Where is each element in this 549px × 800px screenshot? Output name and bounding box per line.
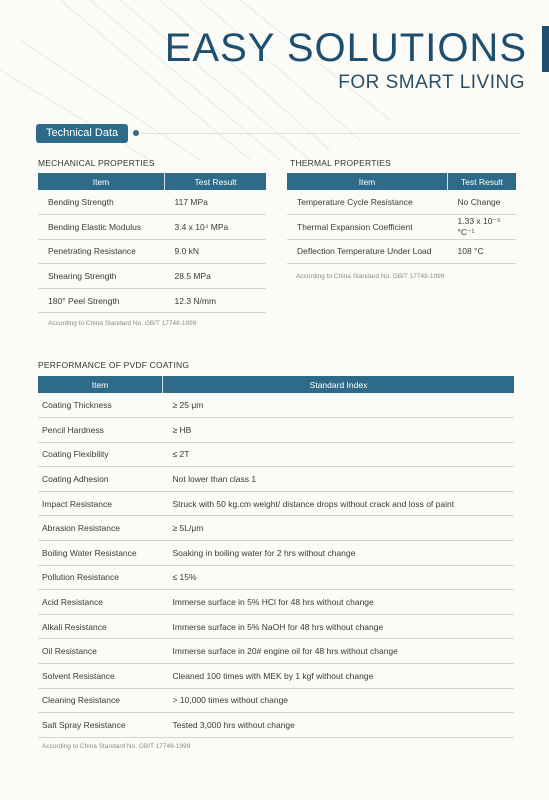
therm-header-item: Item (287, 173, 448, 190)
table-row (38, 190, 266, 215)
table-row (38, 288, 266, 313)
row-value: Cleaned 100 times with MEK by 1 kgf without change (163, 664, 515, 689)
row-item: Impact Resistance (38, 491, 163, 516)
row-item: Abrasion Resistance (38, 516, 163, 541)
row-value: 108 °C (448, 239, 517, 264)
row-item: Acid Resistance (38, 590, 163, 615)
table-row (38, 516, 514, 541)
row-value: 12.3 N/mm (165, 288, 267, 313)
row-item: Bending Elastic Modulus (38, 215, 165, 240)
table-row (287, 190, 516, 215)
thermal-title: THERMAL PROPERTIES (290, 158, 391, 168)
table-row (38, 442, 514, 467)
mechanical-note: According to China Standard No. GB/T 17748-1999 (48, 320, 197, 327)
row-item: Deflection Temperature Under Load (287, 239, 448, 264)
table-row (38, 639, 514, 664)
row-value: > 10,000 times without change (163, 688, 515, 713)
row-value: 117 MPa (165, 190, 267, 215)
row-item: Penetrating Resistance (38, 239, 165, 264)
row-item: Temperature Cycle Resistance (287, 190, 448, 215)
row-value: 1.33 x 10⁻⁵ °C⁻¹ (448, 215, 517, 240)
row-value: Immerse surface in 5% NaOH for 48 hrs without change (163, 614, 515, 639)
pvdf-header-index: Standard Index (163, 376, 515, 393)
row-value: 9.0 kN (165, 239, 267, 264)
table-row (38, 418, 514, 443)
row-item: Salt Spray Resistance (38, 713, 163, 738)
row-item: Cleaning Resistance (38, 688, 163, 713)
row-value: Struck with 50 kg.cm weight/ distance drops without crack and loss of paint (163, 491, 515, 516)
row-item: Coating Adhesion (38, 467, 163, 492)
table-row (38, 688, 514, 713)
row-value: ≥ HB (163, 418, 515, 443)
row-item: Thermal Expansion Coefficient (287, 215, 448, 240)
pvdf-note: According to China Standard No. GB/T 17748-1999 (42, 743, 191, 750)
table-row (38, 467, 514, 492)
row-value: Not lower than class 1 (163, 467, 515, 492)
table-row (38, 565, 514, 590)
edge-accent-bar (542, 26, 549, 72)
row-item: Solvent Resistance (38, 664, 163, 689)
pvdf-table (38, 376, 514, 738)
table-row (38, 491, 514, 516)
row-item: Bending Strength (38, 190, 165, 215)
row-item: Coating Flexibility (38, 442, 163, 467)
row-item: Boiling Water Resistance (38, 541, 163, 566)
row-item: 180° Peel Strength (38, 288, 165, 313)
row-item: Oil Resistance (38, 639, 163, 664)
table-row (38, 614, 514, 639)
mech-header-item: Item (38, 173, 165, 190)
mechanical-table (38, 173, 266, 313)
table-row (287, 239, 516, 264)
tag-divider (141, 133, 521, 134)
mechanical-title: MECHANICAL PROPERTIES (38, 158, 155, 168)
table-row (38, 239, 266, 264)
table-row (38, 541, 514, 566)
row-value: Soaking in boiling water for 2 hrs without change (163, 541, 515, 566)
table-row (38, 215, 266, 240)
table-row (38, 713, 514, 738)
row-item: Pollution Resistance (38, 565, 163, 590)
row-value: ≤ 15% (163, 565, 515, 590)
row-value: Immerse surface in 20# engine oil for 48 hrs without change (163, 639, 515, 664)
table-row (38, 590, 514, 615)
row-item: Pencil Hardness (38, 418, 163, 443)
row-item: Alkali Resistance (38, 614, 163, 639)
row-item: Shearing Strength (38, 264, 165, 289)
table-row (38, 393, 514, 418)
row-item: Coating Thickness (38, 393, 163, 418)
table-row (38, 664, 514, 689)
row-value: ≤ 2T (163, 442, 515, 467)
row-value: 28.5 MPa (165, 264, 267, 289)
row-value: Tested 3,000 hrs without change (163, 713, 515, 738)
page-title: EASY SOLUTIONS (164, 26, 527, 70)
therm-header-result: Test Result (448, 173, 517, 190)
thermal-note: According to China Standard No. GB/T 17748-1999 (296, 273, 445, 280)
mech-header-result: Test Result (165, 173, 267, 190)
row-value: No Change (448, 190, 517, 215)
page-subtitle: FOR SMART LIVING (338, 72, 525, 93)
row-value: ≥ 5L/μm (163, 516, 515, 541)
pvdf-title: PERFORMANCE OF PVDF COATING (38, 360, 190, 370)
row-value: 3.4 x 10⁴ MPa (165, 215, 267, 240)
section-tag: Technical Data (36, 124, 128, 143)
table-row (287, 215, 516, 240)
table-row (38, 264, 266, 289)
row-value: ≥ 25 μm (163, 393, 515, 418)
row-value: Immerse surface in 5% HCl for 48 hrs without change (163, 590, 515, 615)
pvdf-header-item: Item (38, 376, 163, 393)
tag-dot (133, 130, 139, 136)
thermal-table (287, 173, 516, 264)
